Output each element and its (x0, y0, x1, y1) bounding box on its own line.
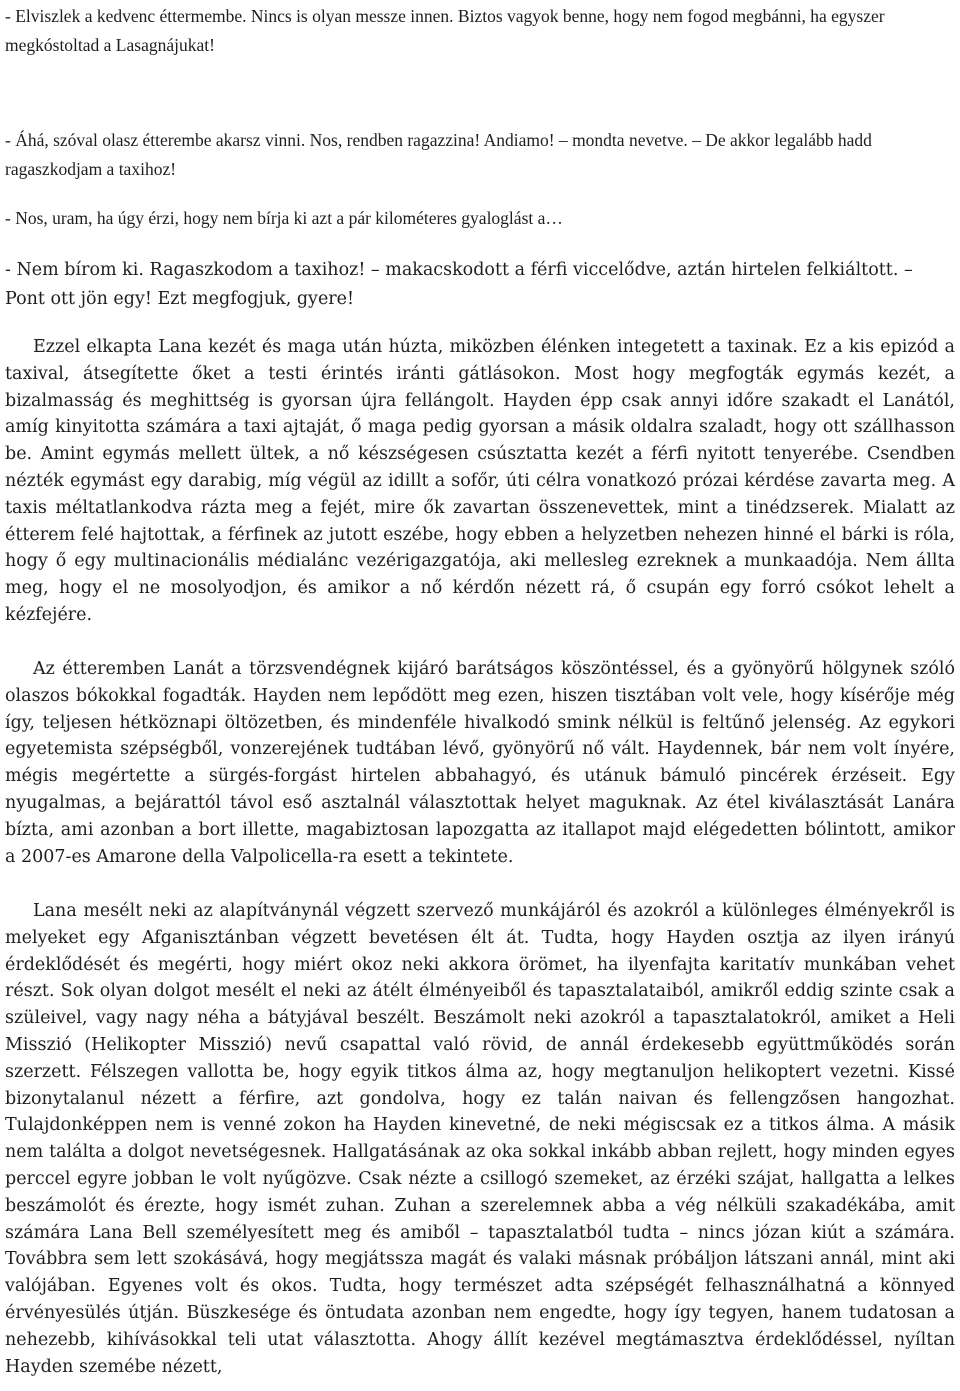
dialogue-paragraph-3: - Nos, uram, ha úgy érzi, hogy nem bírja ki azt a pár kilométeres gyaloglást a… (5, 208, 563, 228)
dialogue-paragraph-1: - Elviszlek a kedvenc éttermembe. Nincs is olyan messze innen. Biztos vagyok benne, hogy nem fogod megbánni, ha egyszer megkóstoltad a Lasagnájukat! (5, 6, 885, 55)
body-paragraph-1: Ezzel elkapta Lana kezét és maga után húzta, miközben élénken integetett a taxinak. Ez a kis epizód a taxival, átsegítette őket a testi érintés iránti gátlásokon. Most hogy megfogták egymás kezét, a bizalmasság és meghittség is gyorsan újra fellángolt. Hayden épp csak annyi időre szakadt el Lanától, amíg kinyitotta számára a taxi ajtaját, ő maga pedig gyorsan a másik oldalra szaladt, hogy ott szállhasson be. Amint egymás mellett ültek, a nő készségesen csúsztatta kezét a férfi nyitott tenyerébe. Csendben nézték egymást egy darabig, míg végül az idillt a sofőr, úti célra vonatkozó prózai kérdése zavarta meg. A taxis méltatlankodva rázta meg a fejét, mire ők zavartan összenevettek, mint a tinédzserek. Mialatt az étterem felé hajtottak, a férfinek az jutott eszébe, hogy ebben a helyzetben nehezen hinné el bárki is róla, hogy ő egy multinacionális médialánc vezérigazgatója, aki mellesleg ezreknek a munkaadója. Nem állta meg, hogy el ne mosolyodjon, és amikor a nő kérdőn nézett rá, ő csupán egy forró csókot lehelt a kézfejére. (5, 337, 955, 625)
body-paragraph-3: Lana mesélt neki az alapítványnál végzett szervező munkájáról és azokról a különleges élményekről is melyeket egy Afganisztánban végzett bevetésen élt át. Tudta, hogy Hayden osztja az ilyen irányú érdeklődését és megérti, hogy miért okoz neki akkora örömet, ha ilyenfajta karitatív munkában vehet részt. Sok olyan dolgot mesélt el neki az átélt élményeiből és tapasztalataiból, amikről eddig szinte csak a szüleivel, vagy nagy néha a bátyjával beszélt. Beszámolt neki azokról a tapasztalatokról, amiket a Heli Misszió (Helikopter Misszió) nevű csapattal való rövid, de annál érdekesebb együttműködés során szerzett. Félszegen vallotta be, hogy egyik titkos álma az, hogy megtanuljon helikoptert vezetni. Kissé bizonytalanul nézett a férfire, azt gondolva, hogy ez talán naivan és fellengzősen hangozhat. Tulajdonképpen nem is venné zokon ha Hayden kinevetné, de neki mégiscsak ez a titkos álma. A másik nem találta a dolgot nevetségesnek. Hallgatásának az oka sokkal inkább abban rejlett, hogy minden egyes perccel egyre jobban le volt nyűgözve. Csak nézte a csillogó szemeket, az érzéki szájat, hallgatta a lelkes beszámolót és érezte, hogy ismét zuhan. Zuhan a szerelemnek abba a vég nélküli szakadékába, amit számára Lana Bell személyesített meg és amiből – tapasztalatból tudta – nincs józan kiút a számára. Továbbra sem lett szokásává, hogy megjátssza magát és valaki másnak próbáljon látszani annál, mint aki valójában. Egyenes volt és okos. Tudta, hogy természet adta szépségét felhasználhatná a könnyed érvényesülés útján. Büszkesége és öntudata azonban nem engedte, hogy így tegyen, hanem tudatosan a nehezebb, kihívásokkal teli utat választotta. Ahogy állít kezével megtámasztva érdeklődéssel, nyíltan Hayden szemébe nézett, (5, 901, 955, 1377)
body-paragraph-2: Az étteremben Lanát a törzsvendégnek kijáró barátságos köszöntéssel, és a gyönyörű hölgynek szóló olaszos bókokkal fogadták. Hayden nem lepődött meg ezen, hiszen tisztában volt vele, hogy kísérője még így, teljesen hétköznapi öltözetben, és mindenféle hivalkodó smink nélkül is feltűnő jelenség. Az egykori egyetemista szépségből, vonzerejének tudtában lévő, gyönyörű nő vált. Haydennek, bár nem volt ínyére, mégis megértette a sürgés-forgást hirtelen abbahagyó, és utánuk bámuló pincérek érzéseit. Egy nyugalmas, a bejárattól távol eső asztalnál választottak helyet maguknak. Az étel kiválasztását Lanára bízta, ami azonban a bort illette, magabiztosan lapozgatta az itallapot majd elégedetten bólintott, amikor a 2007-es Amarone della Valpolicella-ra esett a tekintete. (5, 659, 955, 867)
dialogue-paragraph-2: - Áhá, szóval olasz étterembe akarsz vinni. Nos, rendben ragazzina! Andiamo! – mondta nevetve. – De akkor legalább hadd ragaszkodjam a taxihoz! (5, 130, 872, 179)
dialogue-paragraph-4: - Nem bírom ki. Ragaszkodom a taxihoz! – makacskodott a férfi viccelődve, aztán hirtelen felkiáltott. – Pont ott jön egy! Ezt megfogjuk, gyere! (5, 260, 913, 309)
